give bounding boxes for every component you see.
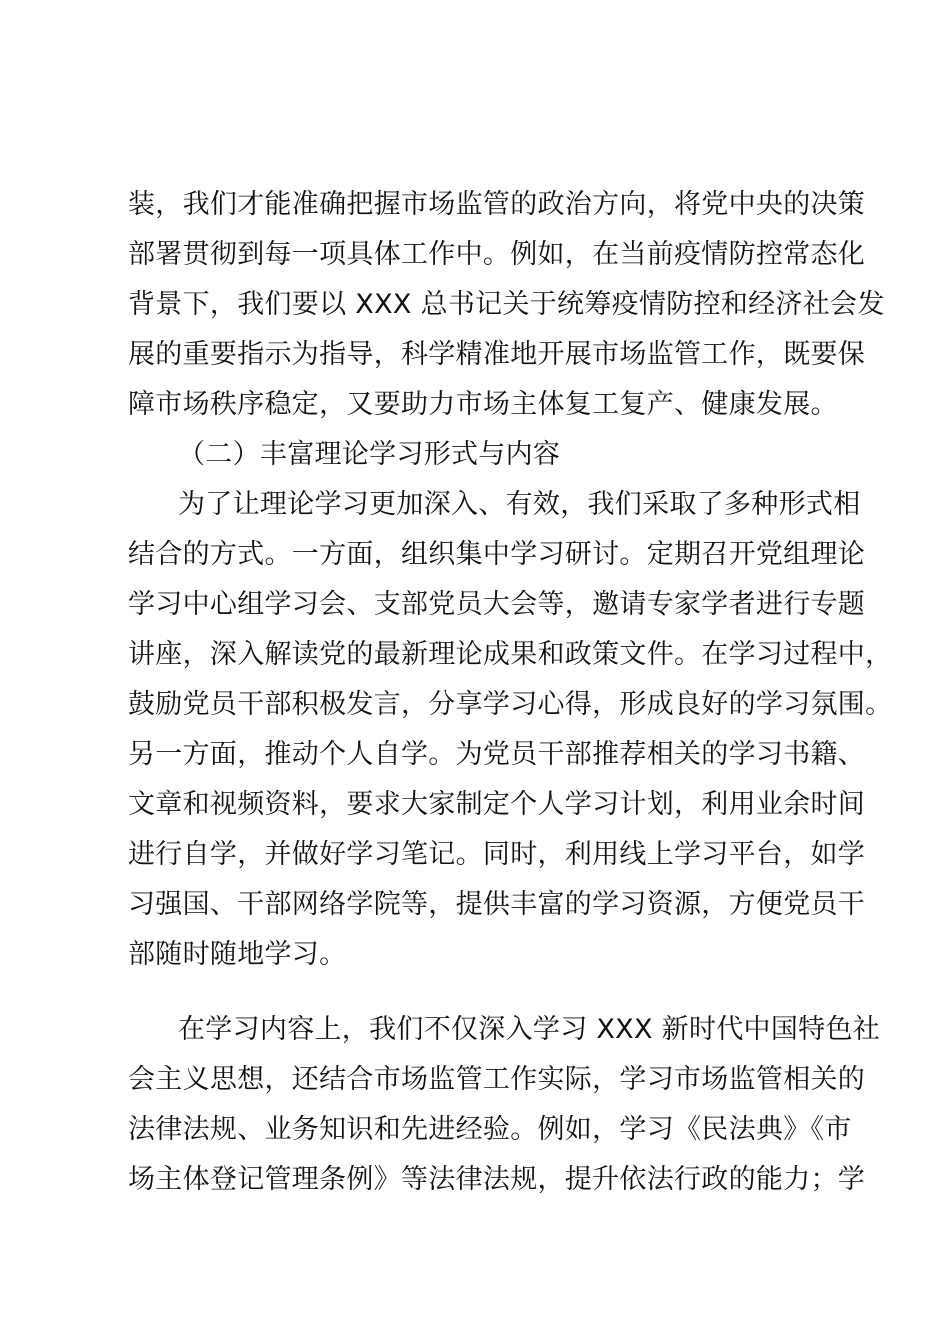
text-line: 在学习内容上，我们不仅深入学习 XXX 新时代中国特色社: [178, 1014, 881, 1045]
text-line: 展的重要指示为指导，科学精准地开展市场监管工作，既要保: [128, 339, 866, 370]
text-line: 文章和视频资料，要求大家制定个人学习计划，利用业余时间: [128, 789, 866, 820]
text-line: 习强国、干部网络学院等，提供丰富的学习资源，方便党员干: [128, 889, 866, 920]
text-line: 背景下，我们要以 XXX 总书记关于统筹疫情防控和经济社会发: [128, 289, 885, 320]
text-line: 部署贯彻到每一项具体工作中。例如，在当前疫情防控常态化: [128, 239, 866, 270]
text-line: 学习中心组学习会、支部党员大会等，邀请专家学者进行专题: [128, 589, 866, 620]
text-line: 为了让理论学习更加深入、有效，我们采取了多种形式相: [178, 489, 861, 520]
text-line: 装，我们才能准确把握市场监管的政治方向，将党中央的决策: [128, 189, 866, 220]
text-line: 会主义思想，还结合市场监管工作实际，学习市场监管相关的: [128, 1064, 866, 1095]
text-line: 障市场秩序稳定，又要助力市场主体复工复产、健康发展。: [128, 389, 838, 420]
text-line: 讲座，深入解读党的最新理论成果和政策文件。在学习过程中，: [128, 639, 893, 670]
text-line: 部随时随地学习。: [128, 939, 347, 970]
text-line: 场主体登记管理条例》等法律法规，提升依法行政的能力；学: [128, 1164, 866, 1195]
text-line: 进行自学，并做好学习笔记。同时，利用线上学习平台，如学: [128, 839, 866, 870]
text-line: 结合的方式。一方面，组织集中学习研讨。定期召开党组理论: [128, 539, 866, 570]
text-line: 另一方面，推动个人自学。为党员干部推荐相关的学习书籍、: [128, 739, 866, 770]
text-line: 鼓励党员干部积极发言，分享学习心得，形成良好的学习氛围。: [128, 689, 893, 720]
text-line: 法律法规、业务知识和先进经验。例如，学习《民法典》《市: [128, 1114, 852, 1145]
section-heading: （二）丰富理论学习形式与内容: [178, 439, 561, 470]
